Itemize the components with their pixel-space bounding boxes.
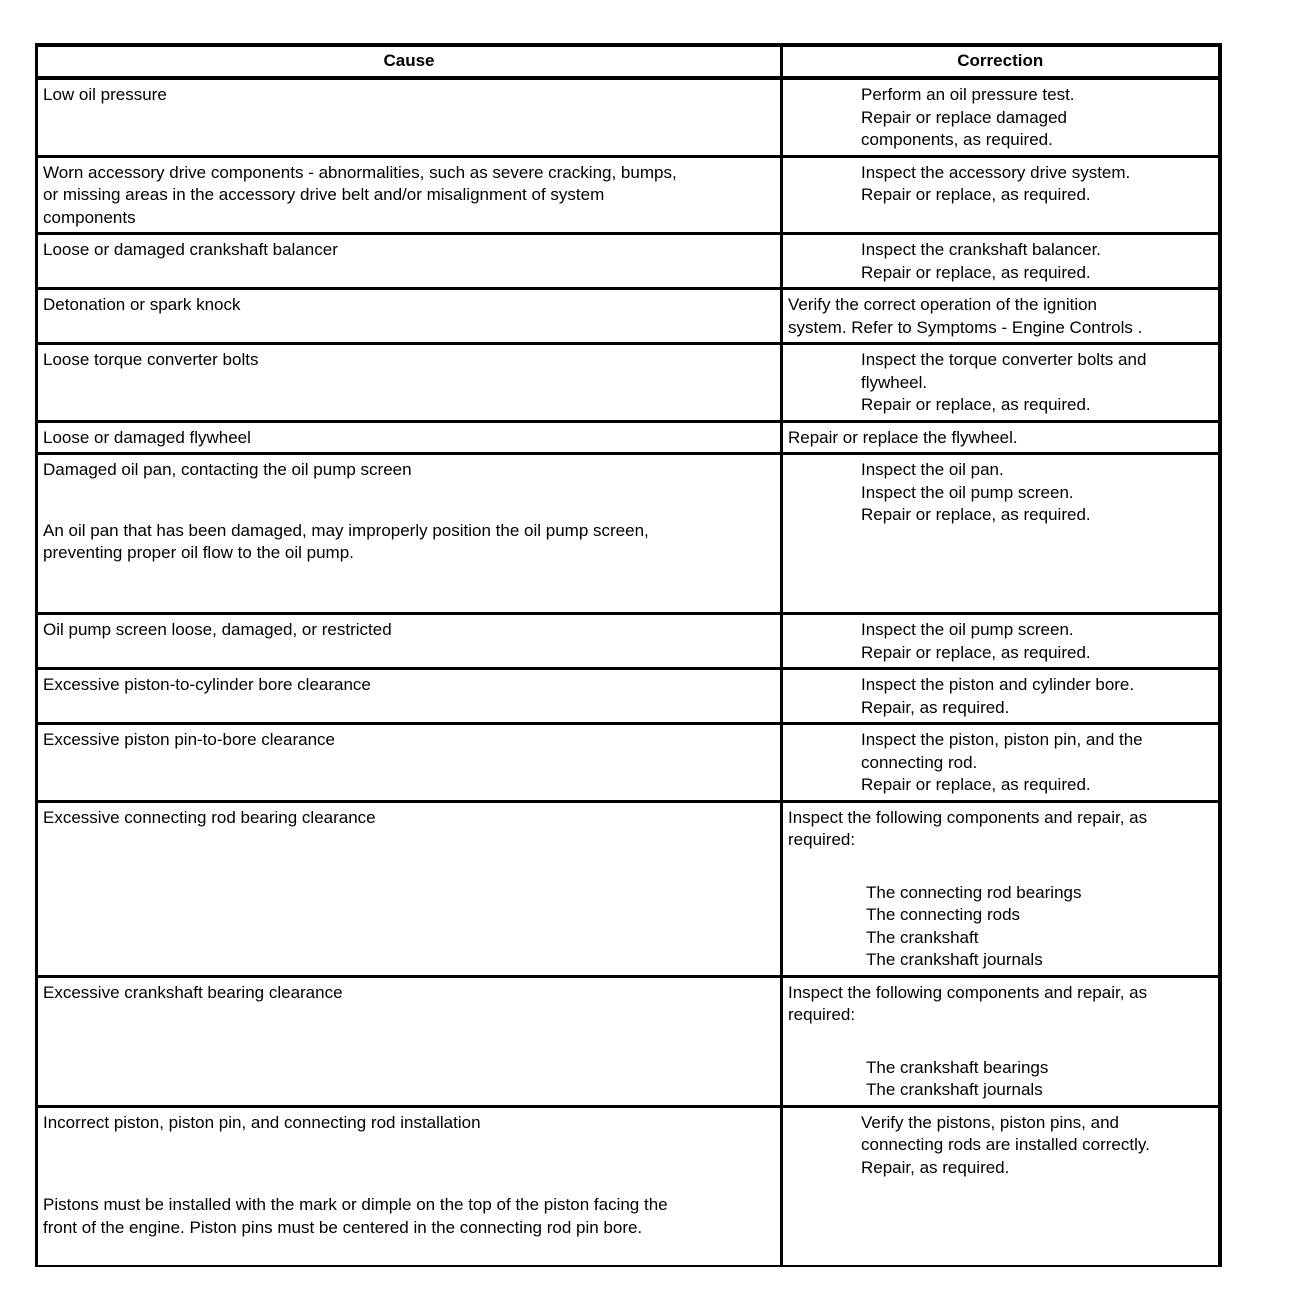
cause-text: Incorrect piston, piston pin, and connecting rod installation — [43, 1112, 481, 1132]
correction-text: The crankshaft journals — [866, 1080, 1043, 1099]
correction-text: Inspect the oil pump screen. — [861, 482, 1074, 502]
table-row — [37, 234, 1220, 289]
correction-text: connecting rod. — [861, 752, 978, 772]
correction-text: Inspect the torque converter bolts and — [861, 350, 1147, 369]
correction-text: system. Refer to Symptoms - Engine Controls . — [788, 317, 1143, 337]
cause-cell — [37, 289, 782, 344]
correction-text: The crankshaft bearings — [866, 1057, 1049, 1077]
correction-text: Inspect the oil pump screen. — [861, 620, 1074, 639]
cause-text: Excessive connecting rod bearing clearance — [43, 807, 376, 827]
correction-intro: Inspect the following components and repair, as — [788, 807, 1148, 827]
correction-header: Correction — [782, 45, 1220, 78]
spacer — [788, 852, 1213, 882]
correction-text: Repair or replace damaged — [861, 107, 1068, 127]
table-row — [37, 78, 1220, 156]
correction-intro: required: — [788, 1005, 856, 1024]
cause-text: Excessive piston pin-to-bore clearance — [43, 730, 335, 749]
correction-text: The connecting rod bearings — [866, 882, 1082, 902]
diagnostic-table — [35, 43, 1222, 1267]
table-row — [37, 724, 1220, 802]
correction-intro: Inspect the following components and repair, as — [788, 982, 1148, 1002]
correction-text: Inspect the crankshaft balancer. — [861, 240, 1102, 259]
correction-text: components, as required. — [861, 130, 1053, 149]
table-row — [37, 669, 1220, 724]
cause-cell — [37, 421, 782, 454]
table-row — [37, 801, 1220, 976]
cause-note: Pistons must be installed with the mark or dimple on the top of the piston facing the — [43, 1195, 668, 1214]
correction-text: The crankshaft journals — [866, 950, 1043, 969]
correction-text: Perform an oil pressure test. — [861, 85, 1075, 104]
cause-text: Excessive crankshaft bearing clearance — [43, 982, 343, 1002]
correction-text: The connecting rods — [866, 905, 1021, 924]
correction-cell — [782, 614, 1220, 669]
cause-cell — [37, 614, 782, 669]
table-row — [37, 344, 1220, 422]
correction-cell — [782, 801, 1220, 976]
cause-text: components — [43, 207, 136, 227]
table-row — [37, 454, 1220, 614]
cause-text: Detonation or spark knock — [43, 295, 241, 314]
cause-note: An oil pan that has been damaged, may improperly position the oil pump screen, — [43, 520, 649, 540]
correction-text: flywheel. — [861, 372, 928, 392]
correction-text: Inspect the oil pan. — [861, 460, 1004, 479]
correction-cell — [782, 976, 1220, 1106]
cause-cell — [37, 78, 782, 156]
cause-text: Low oil pressure — [43, 85, 167, 104]
correction-text: Repair or replace, as required. — [861, 262, 1091, 282]
correction-cell — [782, 156, 1220, 234]
correction-text: Verify the pistons, piston pins, and — [861, 1112, 1119, 1132]
correction-cell — [782, 421, 1220, 454]
correction-intro: required: — [788, 830, 856, 849]
correction-cell — [782, 454, 1220, 614]
cause-header: Cause — [37, 45, 782, 78]
correction-cell — [782, 669, 1220, 724]
correction-text: Repair or replace the flywheel. — [788, 427, 1018, 447]
correction-cell — [782, 344, 1220, 422]
table-row — [37, 289, 1220, 344]
correction-text: The crankshaft — [866, 927, 979, 947]
correction-cell — [782, 78, 1220, 156]
table-row — [37, 421, 1220, 454]
header-row — [37, 45, 1220, 78]
correction-text: Repair, as required. — [861, 1157, 1010, 1177]
correction-text: Repair or replace, as required. — [861, 775, 1091, 794]
table-row — [37, 156, 1220, 234]
cause-cell — [37, 976, 782, 1106]
cause-text: Damaged oil pan, contacting the oil pump screen — [43, 460, 412, 479]
cause-text: or missing areas in the accessory drive belt and/or misalignment of system — [43, 185, 605, 204]
cause-text: Excessive piston-to-cylinder bore clearance — [43, 675, 371, 694]
cause-text: Oil pump screen loose, damaged, or restricted — [43, 620, 392, 639]
correction-text: Inspect the piston, piston pin, and the — [861, 730, 1143, 749]
correction-cell — [782, 289, 1220, 344]
cause-cell — [37, 724, 782, 802]
correction-cell — [782, 1106, 1220, 1266]
cause-cell — [37, 234, 782, 289]
correction-cell — [782, 234, 1220, 289]
correction-text: Inspect the accessory drive system. — [861, 162, 1131, 182]
cause-cell — [37, 344, 782, 422]
spacer — [788, 1027, 1213, 1057]
cause-text: Loose or damaged flywheel — [43, 427, 251, 447]
table-row — [37, 1106, 1220, 1266]
correction-text: Repair, as required. — [861, 697, 1010, 717]
cause-cell — [37, 1106, 782, 1266]
cause-cell — [37, 454, 782, 614]
cause-cell — [37, 669, 782, 724]
correction-text: Verify the correct operation of the ignition — [788, 295, 1098, 314]
cause-note: front of the engine. Piston pins must be centered in the connecting rod pin bore. — [43, 1217, 643, 1237]
cause-text: Loose torque converter bolts — [43, 350, 259, 369]
correction-text: connecting rods are installed correctly. — [861, 1135, 1150, 1154]
correction-text: Repair or replace, as required. — [861, 185, 1091, 204]
correction-text: Repair or replace, as required. — [861, 395, 1091, 414]
correction-cell — [782, 724, 1220, 802]
table-row — [37, 976, 1220, 1106]
cause-cell — [37, 801, 782, 976]
correction-text: Repair or replace, as required. — [861, 505, 1091, 524]
cause-text: Worn accessory drive components - abnormalities, such as severe cracking, bumps, — [43, 162, 677, 182]
cause-note: preventing proper oil flow to the oil pump. — [43, 543, 354, 562]
correction-text: Repair or replace, as required. — [861, 642, 1091, 662]
cause-text: Loose or damaged crankshaft balancer — [43, 240, 338, 259]
table-row — [37, 614, 1220, 669]
cause-cell — [37, 156, 782, 234]
correction-text: Inspect the piston and cylinder bore. — [861, 675, 1135, 694]
